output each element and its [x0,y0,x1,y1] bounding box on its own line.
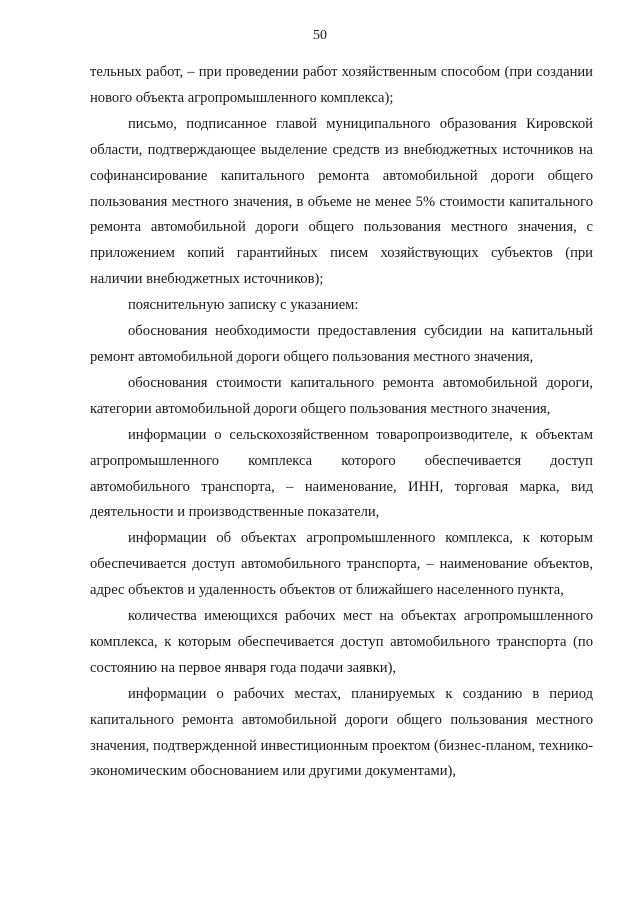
paragraph-1: тельных работ, – при проведении работ хозяйственным способом (при создании нового объекта агропромышленного комплекса); [90,64,593,106]
paragraph-3: пояснительную записку с указанием: [128,297,359,314]
paragraph-4: обоснования необходимости предоставления субсидии на капитальный ремонт автомобильной дороги общего пользования местного значения, [90,323,593,365]
page-number: 50 [313,28,327,43]
document-body [90,60,593,785]
paragraph-5: обоснования стоимости капитального ремонта автомобильной дороги, категории автомобильной дороги общего пользования местного значения, [90,374,593,417]
paragraph-2: письмо, подписанное главой муниципального образования Кировской области, подтверждающее выделение средств из внебюджетных источников на софинансирование капитального ремонта автомобильной дороги общего пользования местного значения, в объеме не менее 5% стоимости капитального ремонта автомобильной дороги общего пользования местного значения, с приложением копий гарантийных писем хозяйствующих субъектов (при наличии внебюджетных источников); [90,115,593,288]
paragraph-7: информации об объектах агропромышленного комплекса, к которым обеспечивается доступ автомобильного транспорта, – наименование объектов, адрес объектов и удаленность объектов от ближайшего населенного пункта, [90,530,593,599]
paragraph-8: количества имеющихся рабочих мест на объектах агропромышленного комплекса, к которым обеспечивается доступ автомобильного транспорта (по состоянию на первое января года подачи заявки), [90,608,593,676]
paragraph-6: информации о сельскохозяйственном товаропроизводителе, к объектам агропромышленного комплекса которого обеспечивается доступ автомобильного транспорта, – наименование, ИНН, торговая марка, вид деятельности и производственные показатели, [90,426,593,521]
paragraph-9: информации о рабочих местах, планируемых к созданию в период капитального ремонта автомобильной дороги общего пользования местного значения, подтвержденной инвестиционным проектом (бизнес-планом, технико-экономическим обоснованием или другими документами), [90,685,593,780]
